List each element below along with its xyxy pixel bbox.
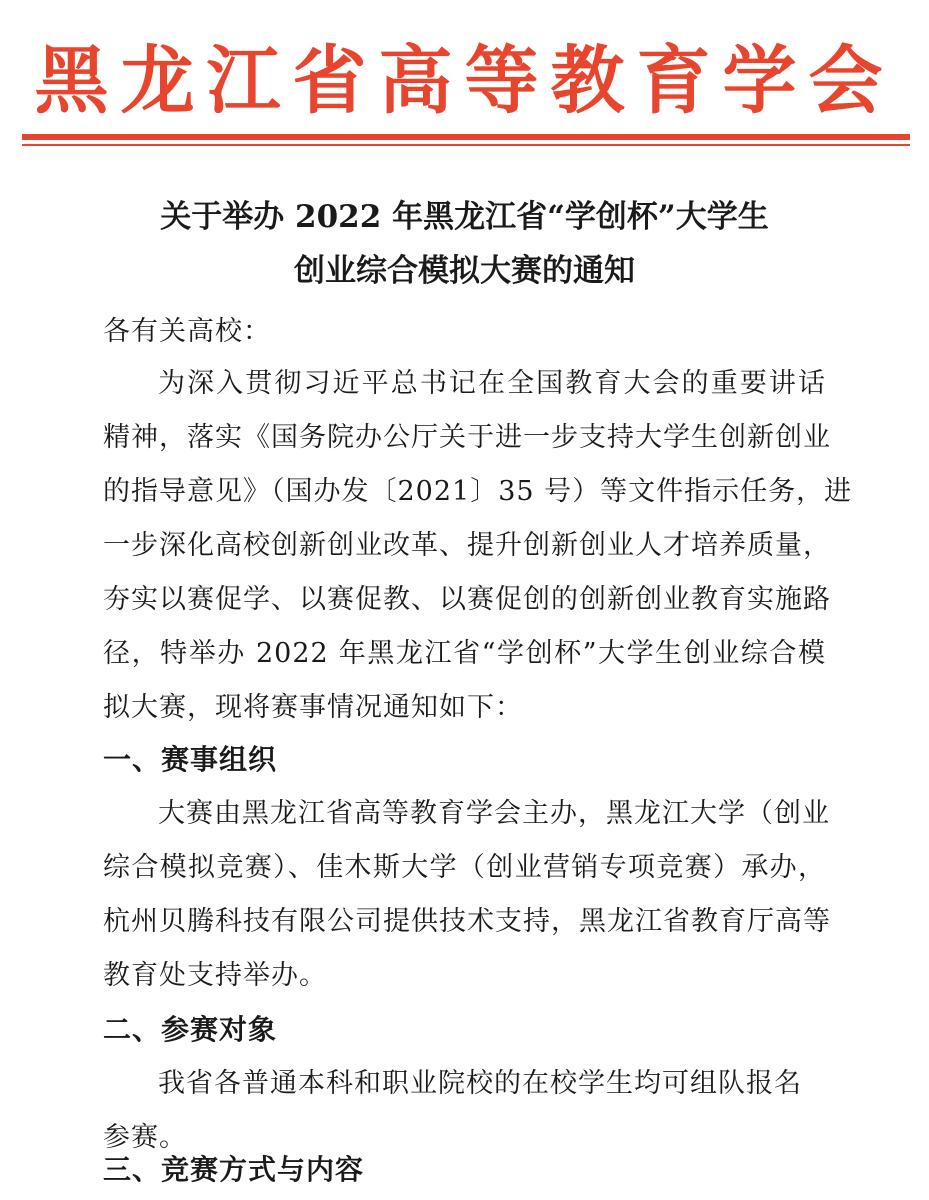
section-line: 杭州贝腾科技有限公司提供技术支持，黑龙江省教育厅高等 <box>103 906 831 937</box>
intro-line: 的指导意见》（国办发〔2021〕35 号）等文件指示任务，进 <box>103 476 853 507</box>
notice-title-line-2: 创业综合模拟大赛的通知 <box>294 253 635 289</box>
intro-line: 为深入贯彻习近平总书记在全国教育大会的重要讲话 <box>158 368 826 399</box>
intro-line: 夯实以赛促学、以赛促教、以赛促创的创新创业教育实施路 <box>103 584 831 615</box>
section-heading-format: 三、竞赛方式与内容 <box>103 1153 365 1186</box>
section-line: 参赛。 <box>103 1122 187 1153</box>
section-line: 综合模拟竞赛）、佳木斯大学（创业营销专项竞赛）承办， <box>103 852 826 883</box>
masthead-org-name: 黑龙江省高等教育学会 <box>34 38 895 124</box>
intro-line: 拟大赛，现将赛事情况通知如下： <box>103 692 523 723</box>
intro-line: 精神，落实《国务院办公厅关于进一步支持大学生创新创业 <box>103 422 831 453</box>
notice-title-line-1: 关于举办 2022 年黑龙江省“学创杯”大学生 <box>160 199 769 235</box>
section-heading-organization: 一、赛事组织 <box>103 743 278 776</box>
section-heading-participants: 二、参赛对象 <box>103 1013 278 1046</box>
section-line: 大赛由黑龙江省高等教育学会主办，黑龙江大学（创业 <box>158 798 830 829</box>
section-line: 教育处支持举办。 <box>103 960 327 991</box>
intro-line: 一步深化高校创新创业改革、提升创新创业人才培养质量， <box>103 530 831 561</box>
intro-line: 径，特举办 2022 年黑龙江省“学创杯”大学生创业综合模 <box>103 638 826 669</box>
masthead-divider-thick <box>22 134 910 140</box>
section-line: 我省各普通本科和职业院校的在校学生均可组队报名 <box>158 1068 802 1099</box>
salutation: 各有关高校： <box>103 316 271 347</box>
masthead-divider-thin <box>22 144 910 146</box>
